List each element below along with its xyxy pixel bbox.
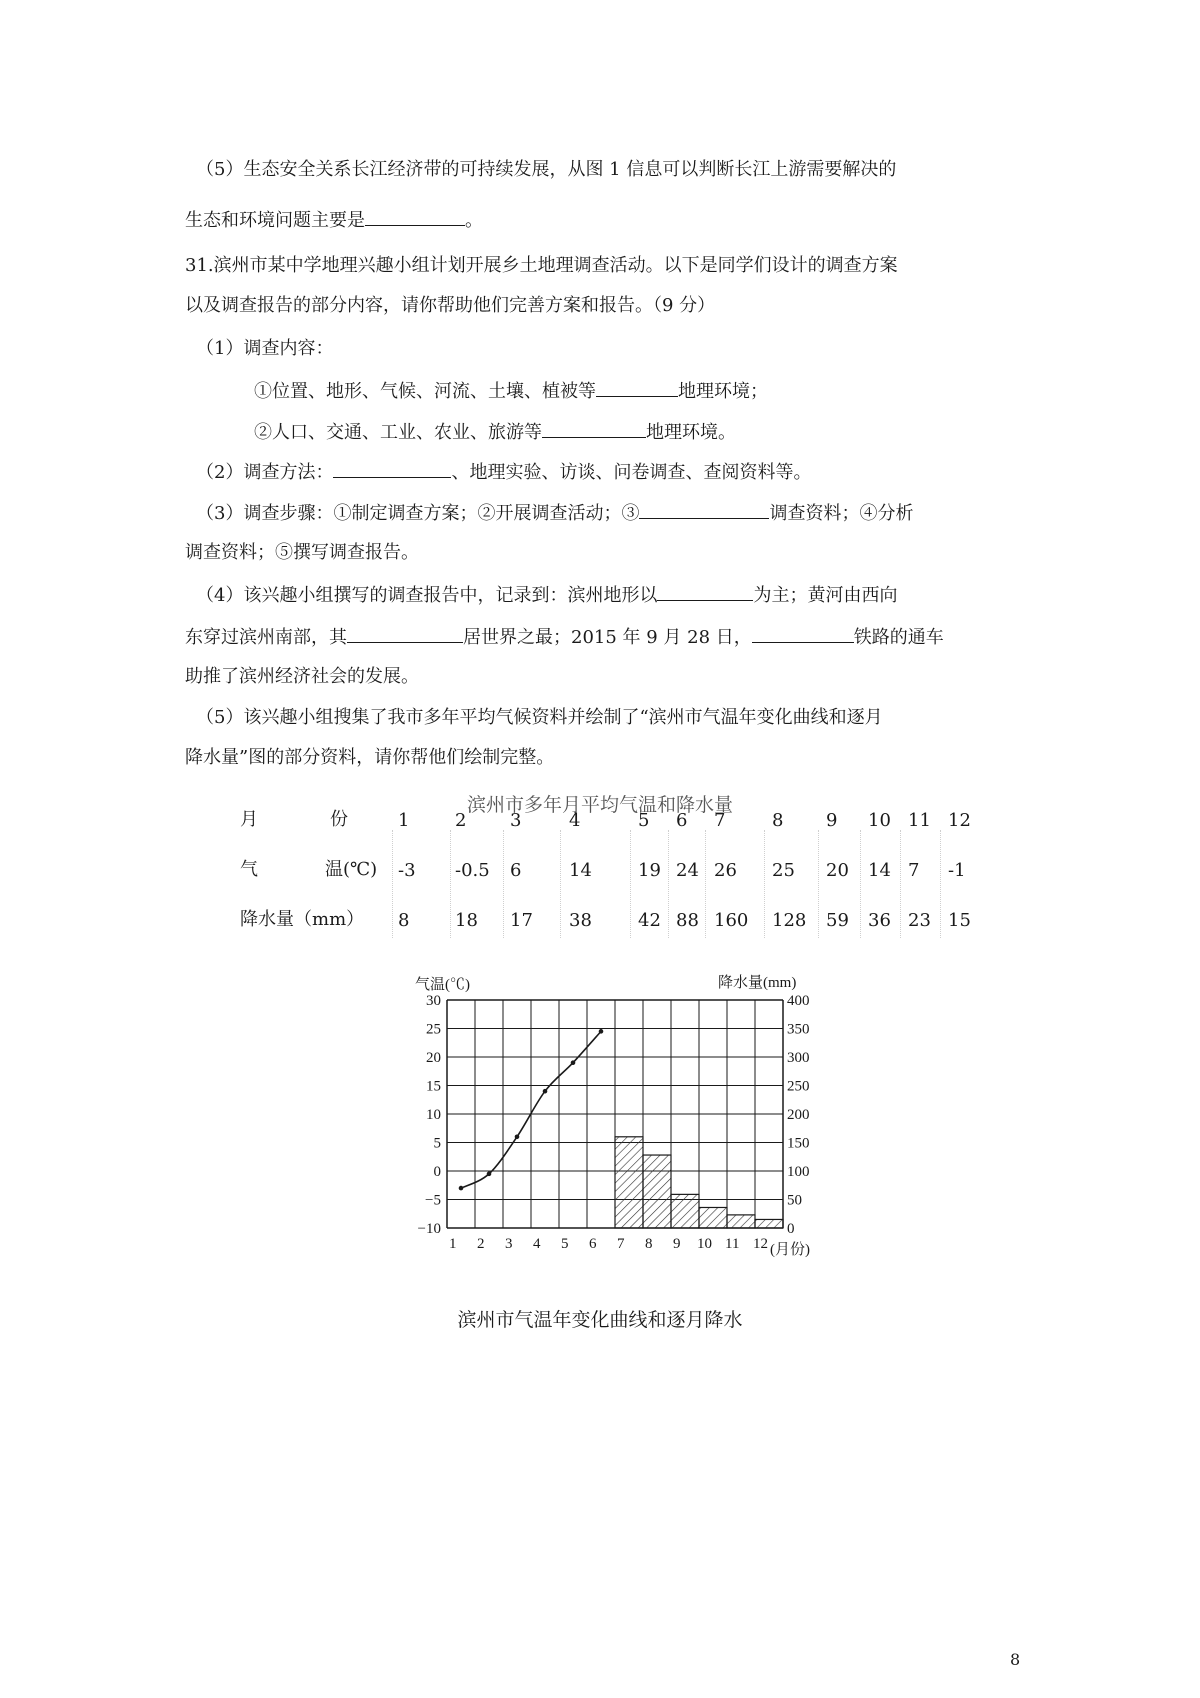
table-cell-precip: 18 [455, 910, 478, 931]
table-cell-months: 12 [948, 810, 971, 831]
precip-bar-month-10 [699, 1207, 727, 1228]
right-tick-label: 300 [787, 1050, 810, 1066]
temp-point-month-2 [487, 1172, 492, 1177]
table-cell-months: 3 [510, 810, 522, 831]
table-cell-temps: 26 [714, 860, 737, 881]
precip-bar-month-9 [671, 1194, 699, 1228]
right-axis-label: 降水量(mm) [718, 975, 797, 991]
left-axis-label: 气温(℃) [415, 977, 470, 993]
left-tick-label: 20 [426, 1050, 441, 1066]
table-cell-months: 5 [638, 810, 650, 831]
right-tick-label: 250 [787, 1078, 810, 1095]
x-tick-label: 7 [617, 1236, 625, 1252]
climate-chart [400, 965, 830, 1265]
temp-point-month-1 [459, 1186, 464, 1191]
q31-part3-line1: （3）调查步骤：①制定调查方案；②开展调查活动；③ 调查资料；④分析 [196, 500, 913, 526]
q31-part4-line3: 助推了滨州经济社会的发展。 [185, 666, 419, 687]
left-tick-label: 0 [433, 1164, 441, 1180]
q31-part5-line1: （5）该兴趣小组搜集了我市多年平均气候资料并绘制了“滨州市气温年变化曲线和逐月 [196, 707, 883, 728]
precip-bar-month-11 [727, 1215, 755, 1228]
table-cell-temps: -0.5 [455, 860, 490, 881]
table-cell-temps: -1 [948, 860, 966, 881]
row-label-precip: 降水量（mm） [240, 909, 365, 930]
answer-blank[interactable] [365, 207, 465, 226]
table-cell-precip: 23 [908, 910, 931, 931]
q30-5-line1: （5）生态安全关系长江经济带的可持续发展，从图 1 信息可以判断长江上游需要解决的 [196, 159, 897, 180]
q30-5-line2: 生态和环境问题主要是 。 [185, 207, 483, 233]
q31-part1-title: （1）调查内容： [196, 338, 334, 359]
table-cell-months: 9 [826, 810, 838, 831]
table-cell-precip: 17 [510, 910, 533, 931]
precip-bar-month-12 [755, 1219, 783, 1228]
x-tick-label: 1 [449, 1236, 457, 1252]
right-tick-label: 50 [787, 1192, 802, 1209]
answer-blank[interactable] [347, 624, 463, 643]
table-cell-months: 10 [868, 810, 891, 831]
table-cell-precip: 128 [772, 910, 807, 931]
left-tick-label: 5 [433, 1135, 441, 1152]
left-tick-label: 10 [426, 1107, 441, 1123]
table-cell-months: 7 [714, 810, 726, 831]
answer-blank[interactable] [639, 500, 769, 519]
temp-point-month-4 [543, 1089, 548, 1094]
page-number: 8 [1010, 1650, 1021, 1669]
left-tick-label: −10 [417, 1221, 441, 1237]
table-cell-months: 11 [908, 810, 931, 831]
table-cell-temps: 20 [826, 860, 849, 881]
answer-blank[interactable] [333, 459, 451, 478]
table-cell-months: 4 [569, 810, 581, 831]
table-cell-precip: 36 [868, 910, 891, 931]
temp-point-month-3 [515, 1135, 520, 1140]
q31-part4-line2: 东穿过滨州南部，其 居世界之最；2015 年 9 月 28 日， 铁路的通车 [185, 624, 944, 650]
right-tick-label: 350 [787, 1021, 810, 1038]
table-cell-temps: 25 [772, 860, 795, 881]
q31-part2: （2）调查方法： 、地理实验、访谈、问卷调查、查阅资料等。 [196, 459, 811, 485]
answer-blank[interactable] [752, 624, 854, 643]
table-cell-temps: 14 [569, 860, 592, 881]
table-cell-temps: 14 [868, 860, 891, 881]
table-cell-months: 1 [398, 810, 410, 831]
answer-blank[interactable] [657, 582, 753, 601]
left-tick-label: 15 [426, 1078, 441, 1095]
x-tick-label: 2 [477, 1236, 485, 1252]
q31-part1-item-b: ②人口、交通、工业、农业、旅游等 地理环境。 [254, 419, 736, 445]
table-cell-months: 2 [455, 810, 467, 831]
q31-part5-line2: 降水量”图的部分资料，请你帮他们绘制完整。 [185, 747, 555, 768]
table-cell-temps: 24 [676, 860, 699, 881]
x-tick-label: 4 [533, 1236, 541, 1252]
answer-blank[interactable] [596, 378, 678, 397]
q31-part1-item-a: ①位置、地形、气候、河流、土壤、植被等 地理环境； [254, 378, 768, 404]
row-label-temp-a: 气 [240, 859, 258, 880]
right-tick-label: 200 [787, 1107, 810, 1123]
q31-part4-line1: （4）该兴趣小组撰写的调查报告中，记录到：滨州地形以 为主；黄河由西向 [196, 582, 897, 608]
table-title: 滨州市多年月平均气温和降水量 [466, 794, 733, 816]
row-label-temp-b: 温(℃) [325, 859, 378, 880]
table-cell-temps: 19 [638, 860, 661, 881]
left-tick-label: 25 [426, 1021, 441, 1038]
right-tick-label: 0 [787, 1221, 795, 1237]
x-tick-label: 12 [753, 1236, 768, 1252]
x-tick-label: 9 [673, 1236, 681, 1252]
x-tick-label: 10 [697, 1236, 712, 1252]
answer-blank[interactable] [542, 419, 646, 438]
table-cell-precip: 160 [714, 910, 749, 931]
table-cell-precip: 59 [826, 910, 849, 931]
table-cell-precip: 15 [948, 910, 971, 931]
q30-5-text: 生态和环境问题主要是 [185, 210, 365, 231]
table-cell-precip: 8 [398, 910, 410, 931]
table-cell-temps: -3 [398, 860, 416, 881]
x-tick-label: 6 [589, 1236, 597, 1252]
precip-bar-month-7 [615, 1137, 643, 1228]
x-tick-label: 11 [725, 1236, 740, 1252]
row-label-month-b: 份 [330, 809, 348, 830]
precip-bar-month-8 [643, 1155, 671, 1228]
row-label-month-a: 月 [240, 809, 258, 830]
q31-intro-line2: 以及调查报告的部分内容，请你帮助他们完善方案和报告。（9 分） [185, 295, 716, 316]
table-cell-precip: 38 [569, 910, 592, 931]
q31-part3-line2: 调查资料；⑤撰写调查报告。 [185, 542, 419, 563]
chart-caption: 滨州市气温年变化曲线和逐月降水 [457, 1309, 743, 1331]
x-unit-label: (月份) [770, 1242, 810, 1258]
x-tick-label: 8 [645, 1236, 653, 1252]
right-tick-label: 400 [787, 993, 810, 1009]
table-cell-months: 6 [676, 810, 688, 831]
table-cell-precip: 42 [638, 910, 661, 931]
table-cell-temps: 6 [510, 860, 522, 881]
table-cell-months: 8 [772, 810, 784, 831]
right-tick-label: 100 [787, 1164, 810, 1180]
x-tick-label: 5 [561, 1236, 569, 1252]
temp-point-month-5 [571, 1060, 576, 1065]
table-cell-temps: 7 [908, 860, 920, 881]
table-cell-precip: 88 [676, 910, 699, 931]
x-tick-label: 3 [505, 1236, 513, 1252]
temp-point-month-6 [599, 1029, 604, 1034]
left-tick-label: 30 [426, 993, 441, 1009]
left-tick-label: −5 [425, 1192, 441, 1209]
right-tick-label: 150 [787, 1135, 810, 1152]
q31-intro-line1: 31.滨州市某中学地理兴趣小组计划开展乡土地理调查活动。以下是同学们设计的调查方案 [185, 255, 898, 276]
